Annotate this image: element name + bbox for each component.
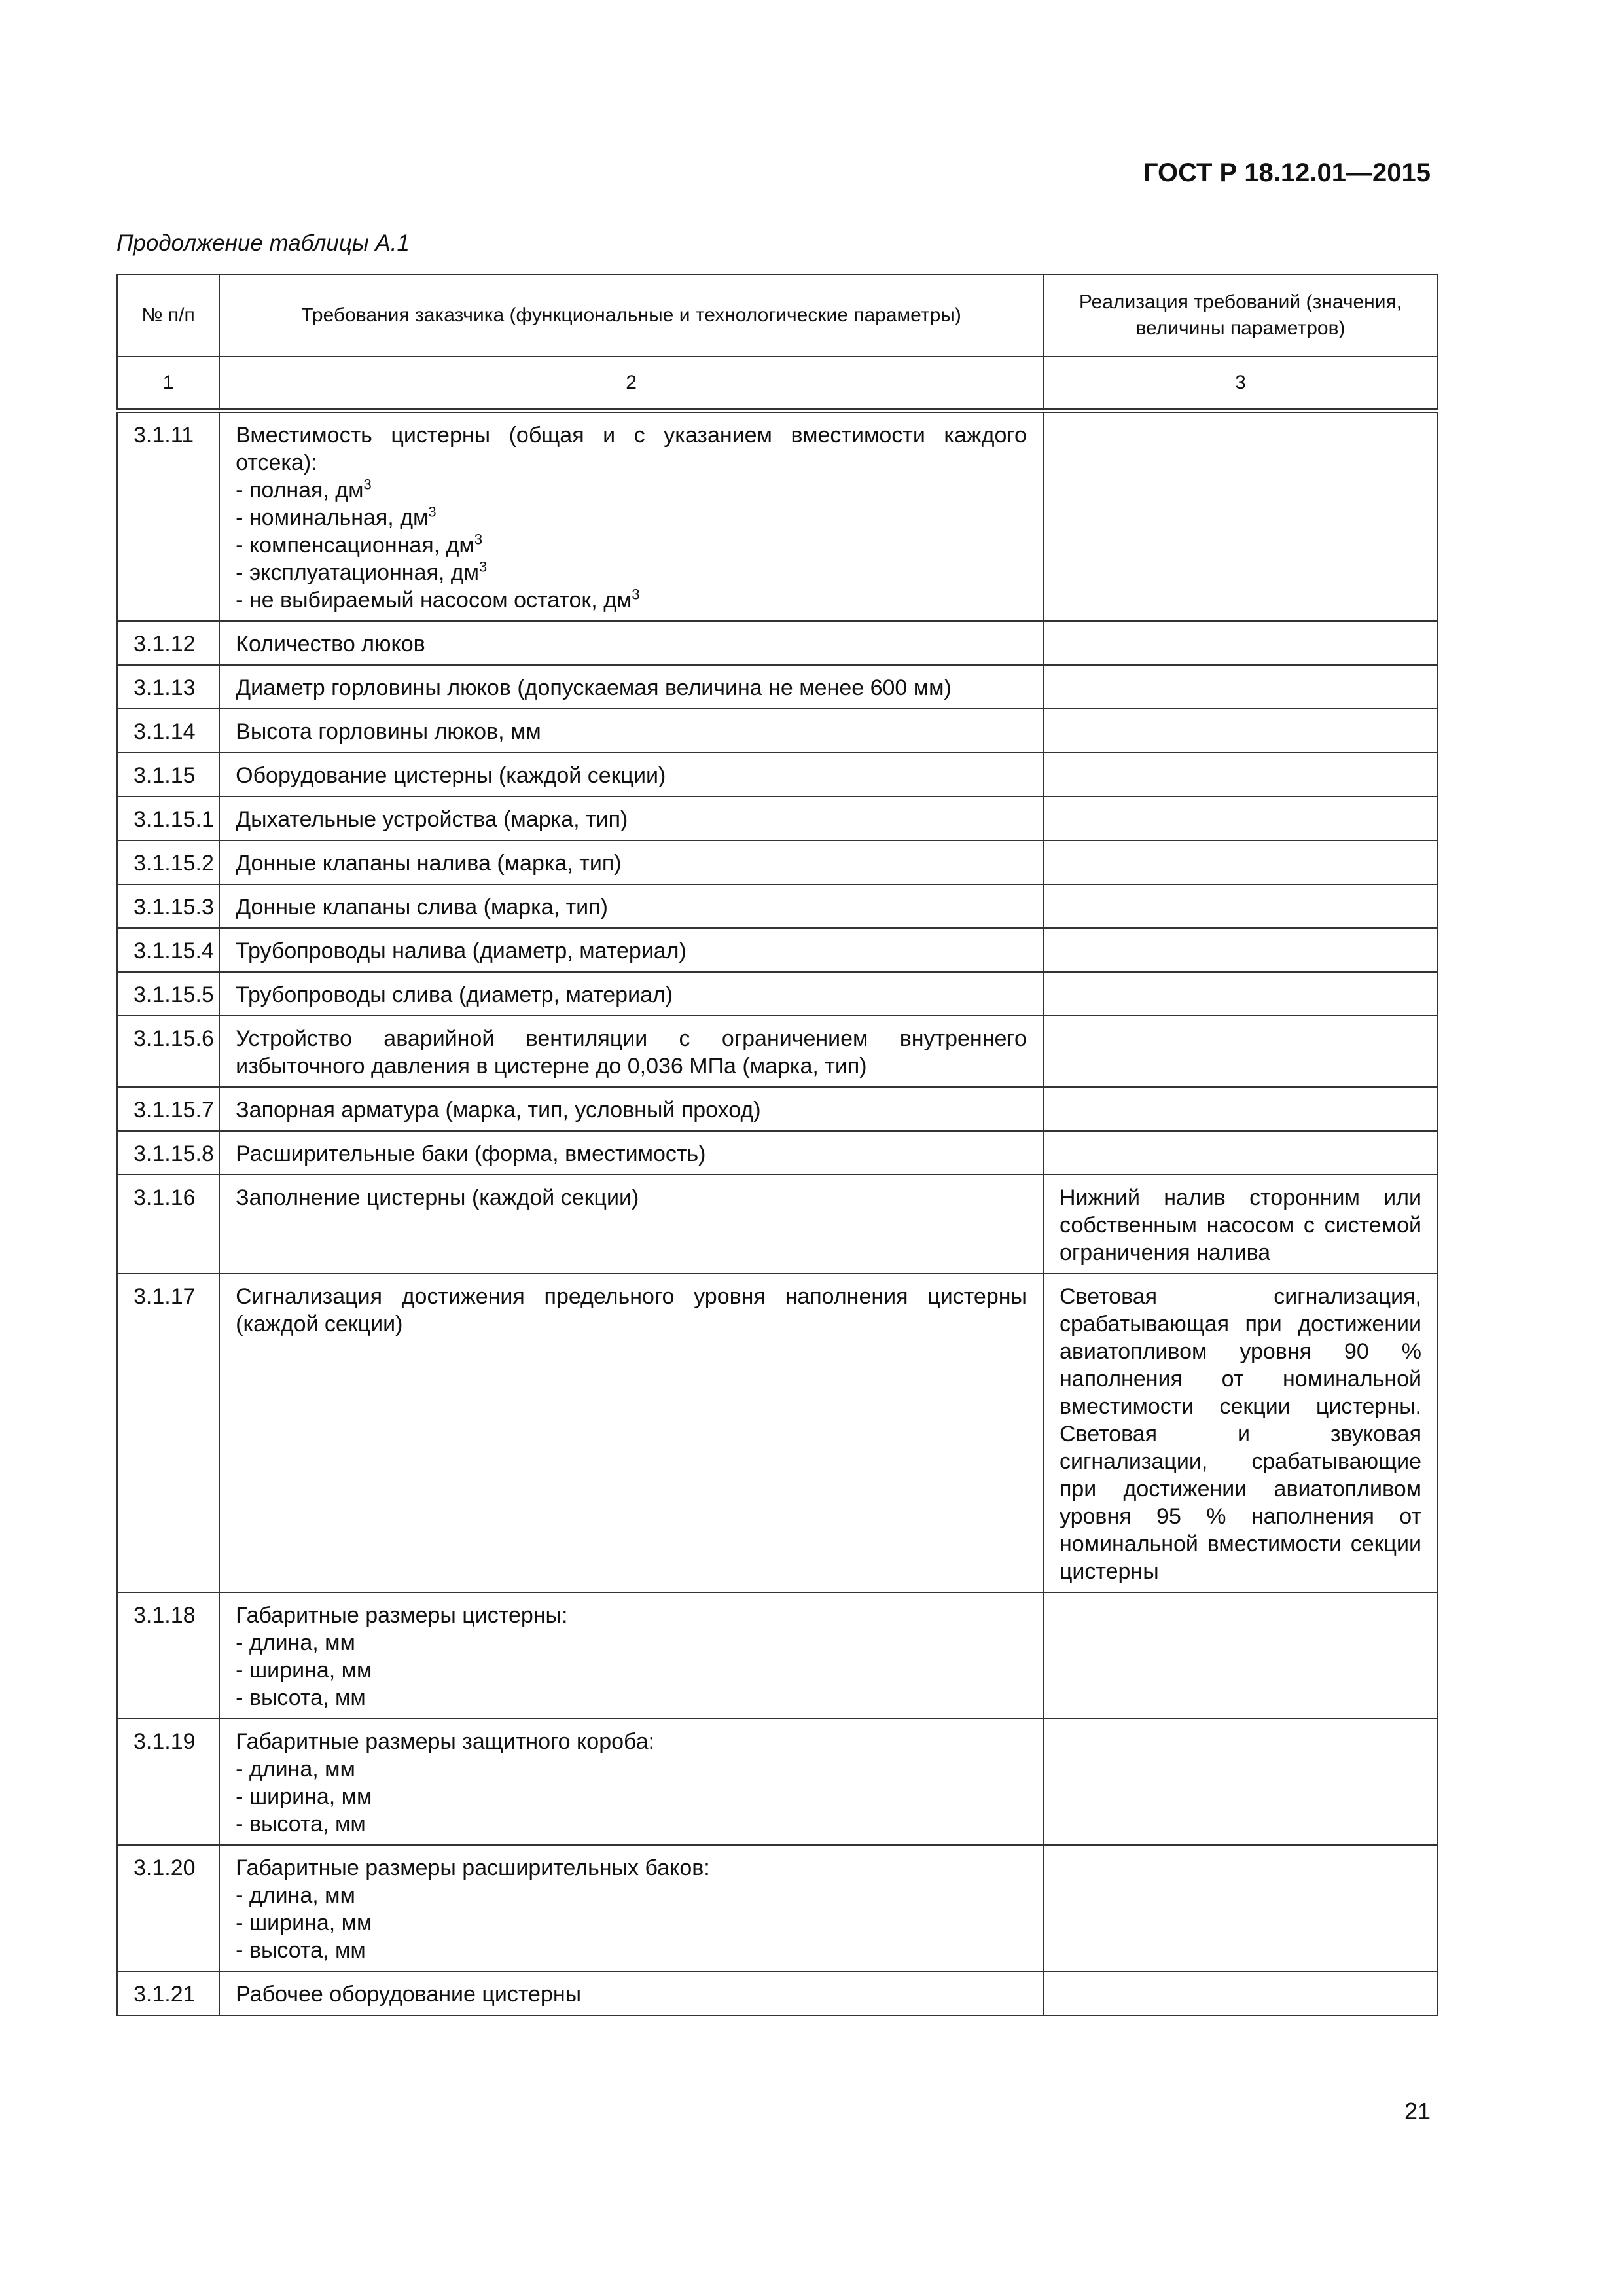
row-requirement (219, 840, 1043, 884)
requirement-item (236, 1810, 1027, 1838)
row-requirement (219, 1592, 1043, 1719)
unit-superscript: 3 (428, 503, 437, 520)
requirement-item-text: - длина, мм (236, 1757, 355, 1782)
table-row (117, 797, 1438, 840)
table-row (117, 1845, 1438, 1971)
requirement-item (236, 1684, 1027, 1712)
row-requirement (219, 1971, 1043, 2015)
row-requirement (219, 1175, 1043, 1274)
table-row (117, 621, 1438, 665)
table-row (117, 1175, 1438, 1274)
table-caption: Продолжение таблицы А.1 (116, 230, 410, 256)
row-implementation (1043, 884, 1438, 928)
requirement-item-text: - эксплуатационная, дм (236, 560, 479, 585)
header-requirements: Требования заказчика (функциональные и технологические параметры) (219, 274, 1043, 357)
table-row (117, 840, 1438, 884)
row-number: 3.1.17 (117, 1274, 219, 1592)
row-requirement (219, 1016, 1043, 1087)
requirement-item (236, 476, 1027, 504)
column-number-row (117, 357, 1438, 411)
row-implementation (1043, 411, 1438, 622)
requirement-text: Габаритные размеры расширительных баков: (236, 1856, 710, 1880)
requirement-item-text: - высота, мм (236, 1685, 366, 1710)
row-implementation (1043, 753, 1438, 797)
row-implementation: Световая сигнализация, срабатывающая при достижении авиатопливом уровня 90 % наполнения от номинальной вместимости секции цистерны. Световая и звуковая сигнализации, срабатывающие при достижении авиатопливом уровня 95 % наполнения от номинальной вместимости секции цистерны (1043, 1274, 1438, 1592)
table-row (117, 753, 1438, 797)
requirement-text: Габаритные размеры защитного короба: (236, 1729, 655, 1754)
requirement-item (236, 1755, 1027, 1783)
requirement-item (236, 1783, 1027, 1810)
requirement-text: Рабочее оборудование цистерны (236, 1982, 582, 2007)
requirement-item-text: - длина, мм (236, 1883, 355, 1908)
row-requirement (219, 1719, 1043, 1845)
requirement-item (236, 1629, 1027, 1657)
header-number: № п/п (117, 274, 219, 357)
column-number-2: 2 (219, 357, 1043, 411)
requirement-item-text: - высота, мм (236, 1938, 366, 1963)
requirement-text: Трубопроводы налива (диаметр, материал) (236, 939, 687, 963)
requirement-item (236, 504, 1027, 531)
row-requirement (219, 621, 1043, 665)
row-number: 3.1.14 (117, 709, 219, 753)
row-number: 3.1.15 (117, 753, 219, 797)
row-implementation (1043, 1592, 1438, 1719)
requirement-text: Донные клапаны налива (марка, тип) (236, 851, 622, 876)
row-requirement (219, 1087, 1043, 1131)
header-implementation: Реализация требований (значения, величины параметров) (1043, 274, 1438, 357)
document-id: ГОСТ Р 18.12.01—2015 (1143, 158, 1431, 187)
row-number: 3.1.15.7 (117, 1087, 219, 1131)
requirement-text: Дыхательные устройства (марка, тип) (236, 807, 628, 832)
row-number: 3.1.15.4 (117, 928, 219, 972)
table-row (117, 1274, 1438, 1592)
row-requirement (219, 1845, 1043, 1971)
row-implementation (1043, 972, 1438, 1016)
table-header-row (117, 274, 1438, 357)
row-implementation (1043, 928, 1438, 972)
requirement-item-text: - ширина, мм (236, 1910, 372, 1935)
row-implementation (1043, 1845, 1438, 1971)
requirement-text: Количество люков (236, 632, 425, 656)
requirement-text: Трубопроводы слива (диаметр, материал) (236, 982, 673, 1007)
requirement-item (236, 586, 1027, 614)
row-number: 3.1.15.5 (117, 972, 219, 1016)
row-implementation (1043, 709, 1438, 753)
table-row (117, 1592, 1438, 1719)
row-implementation (1043, 1971, 1438, 2015)
requirement-text: Запорная арматура (марка, тип, условный проход) (236, 1098, 761, 1122)
requirement-item-text: - полная, дм (236, 478, 364, 503)
row-implementation (1043, 1087, 1438, 1131)
requirement-text: Сигнализация достижения предельного уровня наполнения цистерны (каждой секции) (236, 1284, 1027, 1336)
requirement-item-text: - не выбираемый насосом остаток, дм (236, 588, 632, 613)
requirement-item (236, 1657, 1027, 1684)
row-implementation (1043, 840, 1438, 884)
row-requirement (219, 928, 1043, 972)
requirement-item-text: - компенсационная, дм (236, 533, 474, 558)
requirement-text: Высота горловины люков, мм (236, 719, 541, 744)
row-number: 3.1.15.1 (117, 797, 219, 840)
row-implementation: Нижний налив сторонним или собственным насосом с системой ограничения налива (1043, 1175, 1438, 1274)
table-row (117, 1016, 1438, 1087)
requirement-text: Донные клапаны слива (марка, тип) (236, 895, 608, 920)
row-number: 3.1.19 (117, 1719, 219, 1845)
unit-superscript: 3 (479, 558, 488, 575)
table-row (117, 709, 1438, 753)
table-row (117, 665, 1438, 709)
requirement-item (236, 559, 1027, 586)
requirement-text: Расширительные баки (форма, вместимость) (236, 1141, 706, 1166)
table-row (117, 1719, 1438, 1845)
column-number-1: 1 (117, 357, 219, 411)
row-number: 3.1.15.2 (117, 840, 219, 884)
row-requirement (219, 972, 1043, 1016)
requirement-item (236, 1909, 1027, 1937)
row-implementation (1043, 1719, 1438, 1845)
row-number: 3.1.21 (117, 1971, 219, 2015)
requirement-text: Оборудование цистерны (каждой секции) (236, 763, 666, 788)
row-implementation (1043, 621, 1438, 665)
table-row (117, 1087, 1438, 1131)
requirement-item (236, 531, 1027, 559)
requirement-text: Диаметр горловины люков (допускаемая величина не менее 600 мм) (236, 675, 952, 700)
row-number: 3.1.13 (117, 665, 219, 709)
row-implementation (1043, 1016, 1438, 1087)
row-number: 3.1.15.3 (117, 884, 219, 928)
row-implementation (1043, 797, 1438, 840)
row-requirement (219, 709, 1043, 753)
unit-superscript: 3 (474, 531, 483, 548)
table-body (117, 411, 1438, 2016)
requirement-item-text: - номинальная, дм (236, 505, 429, 530)
row-number: 3.1.12 (117, 621, 219, 665)
row-implementation (1043, 665, 1438, 709)
row-number: 3.1.15.6 (117, 1016, 219, 1087)
table-row (117, 411, 1438, 622)
row-requirement (219, 411, 1043, 622)
requirement-item-text: - ширина, мм (236, 1658, 372, 1683)
row-number: 3.1.20 (117, 1845, 219, 1971)
requirements-table (116, 274, 1438, 2016)
table-row (117, 972, 1438, 1016)
row-requirement (219, 665, 1043, 709)
row-implementation (1043, 1131, 1438, 1175)
page-number: 21 (1404, 2098, 1431, 2125)
row-requirement (219, 884, 1043, 928)
table-row (117, 884, 1438, 928)
unit-superscript: 3 (363, 476, 372, 493)
requirement-item-text: - ширина, мм (236, 1784, 372, 1809)
row-requirement (219, 797, 1043, 840)
requirement-item-text: - высота, мм (236, 1812, 366, 1837)
table-row (117, 1131, 1438, 1175)
row-requirement (219, 1274, 1043, 1592)
table-row (117, 1971, 1438, 2015)
requirement-item (236, 1937, 1027, 1964)
row-number: 3.1.11 (117, 411, 219, 622)
table-row (117, 928, 1438, 972)
requirement-text: Устройство аварийной вентиляции с ограничением внутреннего избыточного давления в цистерне до 0,036 МПа (марка, тип) (236, 1026, 1027, 1079)
requirement-text: Габаритные размеры цистерны: (236, 1603, 568, 1628)
column-number-3: 3 (1043, 357, 1438, 411)
row-requirement (219, 1131, 1043, 1175)
requirement-text: Заполнение цистерны (каждой секции) (236, 1185, 639, 1210)
requirement-item (236, 1882, 1027, 1909)
row-number: 3.1.18 (117, 1592, 219, 1719)
row-requirement (219, 753, 1043, 797)
unit-superscript: 3 (632, 586, 640, 603)
row-number: 3.1.16 (117, 1175, 219, 1274)
requirement-item-text: - длина, мм (236, 1630, 355, 1655)
row-number: 3.1.15.8 (117, 1131, 219, 1175)
requirement-text: Вместимость цистерны (общая и с указанием вместимости каждого отсека): (236, 423, 1027, 475)
